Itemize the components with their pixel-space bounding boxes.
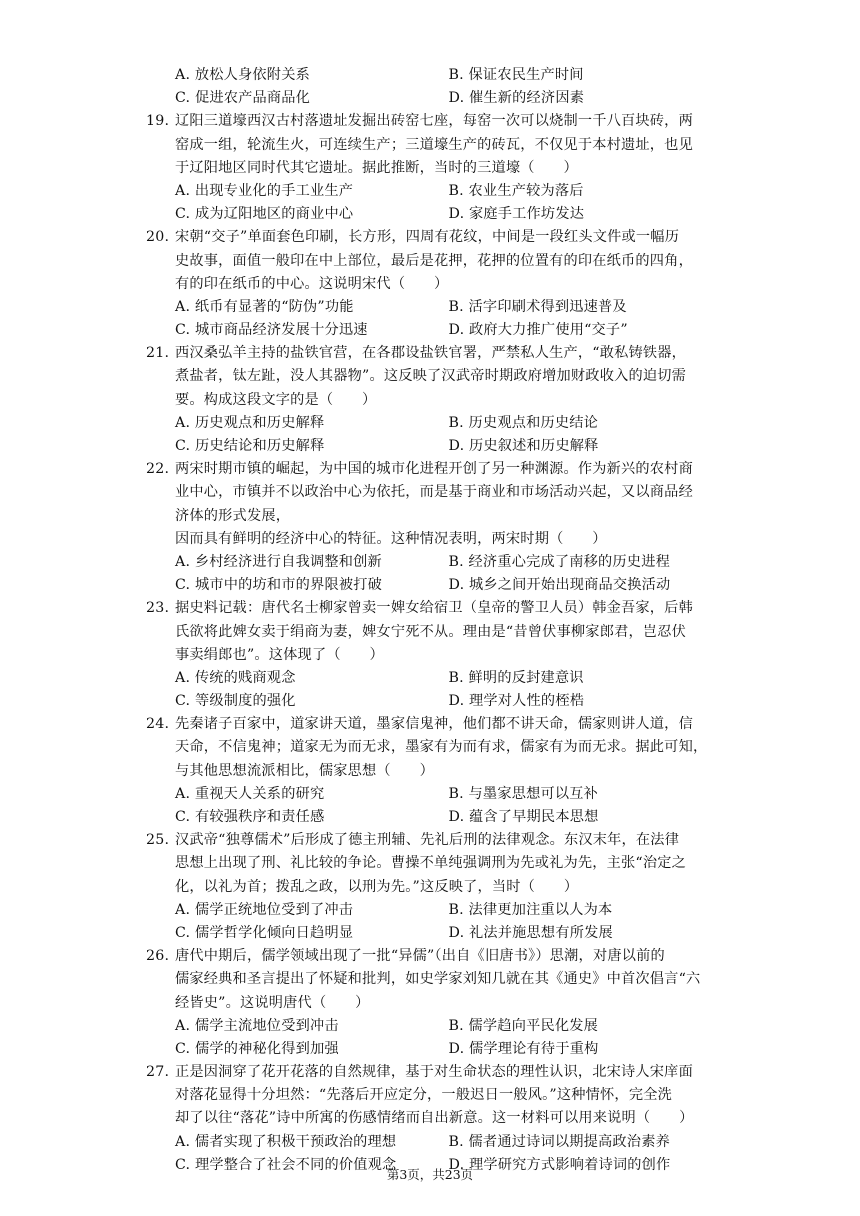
option-item: D. 历史叙述和历史解释 [448, 438, 599, 454]
option-row [146, 574, 722, 597]
option-row [146, 1131, 722, 1154]
option-row [146, 203, 722, 226]
option-row [146, 180, 722, 203]
option-row [146, 1038, 722, 1061]
question-stem-line [146, 505, 722, 528]
question-stem-text: 辽阳三道壕西汉古村落遗址发掘出砖窑七座，每窑一次可以烧制一千八百块砖，两 [175, 113, 693, 130]
question-number: 19. [146, 113, 170, 130]
question-number: 25. [146, 832, 170, 849]
question-stem-line [146, 110, 722, 133]
question-stem-text: 经皆史”。这说明唐代（ ） [175, 994, 370, 1011]
question-stem-text: 于辽阳地区同时代其它遗址。据此推断，当时的三道壕（ ） [175, 159, 578, 176]
question-stem-text: 要。构成这段文字的是（ ） [175, 391, 377, 408]
question-stem-line [146, 458, 722, 481]
option-row [146, 667, 722, 690]
option-item: B. 经济重心完成了南移的历史进程 [448, 553, 670, 570]
option-item: A. 历史观点和历史解释 [175, 414, 325, 431]
option-row [146, 319, 722, 342]
option-item: C. 历史结论和历史解释 [175, 438, 325, 454]
question-number: 20. [146, 229, 170, 246]
question-stem-line [146, 481, 722, 504]
option-item: A. 出现专业化的手工业生产 [175, 182, 354, 199]
option-item: A. 乡村经济进行自我调整和创新 [175, 553, 382, 570]
question-stem-line [146, 621, 722, 644]
option-item: B. 农业生产较为落后 [448, 182, 584, 199]
option-row [146, 435, 722, 458]
question-block [146, 597, 722, 713]
option-item: C. 儒学的神秘化得到加强 [175, 1040, 339, 1057]
question-block [146, 945, 722, 1061]
question-stem-text: 因而具有鲜明的经济中心的特征。这种情况表明，两宋时期（ ） [175, 530, 607, 547]
option-item: A. 重视天人关系的研究 [175, 785, 325, 802]
option-item: D. 家庭手工作坊发达 [448, 206, 585, 223]
question-stem-text: 据史料记载：唐代名士柳家曾卖一婢女给宿卫（皇帝的警卫人员）韩金吾家，后韩 [175, 600, 693, 617]
question-stem-line [146, 992, 722, 1015]
option-row [146, 899, 722, 922]
question-stem-text: 氏欲将此婢女卖于绢商为妻，婢女宁死不从。理由是“昔曾伏事柳家郎君，岂忍伏 [175, 623, 687, 640]
question-block [146, 226, 722, 342]
question-stem-line [146, 968, 722, 991]
option-item: C. 理学整合了社会不同的价值观念 [175, 1156, 397, 1173]
option-item: C. 促进农产品商品化 [175, 90, 311, 107]
option-item: D. 理学对人性的桎梏 [448, 693, 585, 710]
exam-page-content [146, 64, 722, 1177]
option-item: D. 政府大力推广使用“交子” [448, 322, 628, 339]
option-item: A. 儒学主流地位受到冲击 [175, 1017, 339, 1034]
question-stem-text: 宋朝“交子”单面套色印刷，长方形，四周有花纹，中间是一段红头文件或一幅历 [175, 229, 680, 246]
question-stem-line [146, 1084, 722, 1107]
option-item: C. 城市中的坊和市的界限被打破 [175, 577, 383, 594]
question-stem-line [146, 1061, 722, 1084]
question-stem-text: 两宋时期市镇的崛起，为中国的城市化进程开创了另一种渊源。作为新兴的农村商 [175, 461, 693, 478]
question-block [146, 1061, 722, 1177]
option-item: D. 礼法并施思想有所发展 [448, 924, 613, 941]
question-stem-line [146, 1107, 722, 1130]
question-block [146, 110, 722, 226]
question-stem-text: 儒家经典和圣言提出了怀疑和批判，如史学家刘知几就在其《通史》中首次倡言“六 [175, 971, 701, 988]
question-stem-text: 唐代中期后，儒学领域出现了一批“异儒”（出自《旧唐书》）思潮，对唐以前的 [175, 948, 665, 965]
question-stem-text: 正是因洞穿了花开花落的自然规律，基于对生命状态的理性认识，北宋诗人宋庠面 [175, 1064, 693, 1081]
question-stem-text: 天命，不信鬼神；道家无为而无求，墨家有为而有求，儒家有为而无求。据此可知， [175, 739, 708, 756]
question-stem-text: 西汉桑弘羊主持的盐铁官营，在各郡设盐铁官署，严禁私人生产，“敢私铸铁器， [175, 345, 687, 362]
question-stem-text: 窑成一组，轮流生火，可连续生产；三道壕生产的砖瓦，不仅见于本村遗址，也见 [175, 136, 693, 153]
question-stem-line [146, 157, 722, 180]
question-stem-line [146, 644, 722, 667]
question-number: 26. [146, 948, 170, 965]
question-block [146, 342, 722, 458]
question-stem-line [146, 342, 722, 365]
question-stem-text: 事卖绢郎也”。这体现了（ ） [175, 646, 384, 663]
option-item: D. 儒学理论有待于重构 [448, 1040, 599, 1057]
question-stem-line [146, 528, 722, 551]
option-item: B. 历史观点和历史结论 [448, 414, 599, 431]
question-number: 24. [146, 716, 170, 733]
option-row [146, 922, 722, 945]
question-stem-text: 却了以往“落花”诗中所寓的伤感情绪而自出新意。这一材料可以用来说明（ ） [175, 1110, 694, 1127]
question-stem-line [146, 365, 722, 388]
option-item: B. 儒学趋向平民化发展 [448, 1017, 599, 1034]
question-stem-text: 济体的形式发展， [175, 507, 291, 524]
question-stem-line [146, 273, 722, 296]
option-item: A. 儒者实现了积极干预政治的理想 [175, 1133, 397, 1150]
option-row [146, 87, 722, 110]
option-row [146, 806, 722, 829]
option-item: B. 鲜明的反封建意识 [448, 669, 584, 686]
question-stem-text: 化，以礼为首；拨乱之政，以刑为先。”这反映了，当时（ ） [175, 878, 579, 895]
option-item: A. 放松人身依附关系 [175, 67, 310, 83]
question-stem-text: 有的印在纸币的中心。这说明宋代（ ） [175, 275, 449, 292]
option-item: A. 纸币有显著的“防伪”功能 [175, 298, 354, 315]
question-stem-text: 业中心，市镇并不以政治中心为依托，而是基于商业和市场活动兴起，又以商品经 [175, 484, 693, 501]
question-stem-text: 思想上出现了刑、礼比较的争论。曹操不单纯强调刑为先或礼为先，主张“治定之 [175, 855, 687, 872]
option-item: A. 儒学正统地位受到了冲击 [175, 901, 354, 918]
question-stem-text: 汉武帝“独尊儒术”后形成了德主刑辅、先礼后刑的法律观念。东汉末年，在法律 [175, 832, 680, 849]
question-block [146, 713, 722, 829]
option-row [146, 1015, 722, 1038]
question-stem-line [146, 829, 722, 852]
option-item: C. 儒学哲学化倾向日趋明显 [175, 924, 354, 941]
option-row [146, 783, 722, 806]
option-item: B. 活字印刷术得到迅速普及 [448, 298, 627, 315]
question-stem-line [146, 250, 722, 273]
question-block [146, 829, 722, 945]
option-row [146, 296, 722, 319]
question-stem-line [146, 713, 722, 736]
question-stem-text: 对落花显得十分坦然：“先落后开应定分，一般迟日一般风。”这种情怀，完全洗 [175, 1087, 672, 1104]
question-stem-text: 煮盐者，钛左趾，没人其器物”。这反映了汉武帝时期政府增加财政收入的迫切需 [175, 368, 687, 385]
option-item: B. 与墨家思想可以互补 [448, 785, 599, 802]
option-item: C. 成为辽阳地区的商业中心 [175, 206, 354, 223]
question-list [146, 110, 722, 1177]
question-stem-line [146, 760, 722, 783]
option-row [146, 551, 722, 574]
option-item: D. 城乡之间开始出现商品交换活动 [448, 577, 671, 594]
option-item: D. 催生新的经济因素 [448, 90, 585, 107]
option-item: C. 有较强秩序和责任感 [175, 809, 325, 825]
option-item: C. 等级制度的强化 [175, 693, 296, 710]
question-stem-line [146, 389, 722, 412]
option-item: D. 理学研究方式影响着诗词的创作 [448, 1156, 671, 1173]
question-stem-line [146, 597, 722, 620]
option-item: C. 城市商品经济发展十分迅速 [175, 322, 368, 339]
question-number: 22. [146, 461, 170, 478]
option-item: B. 法律更加注重以人为本 [448, 901, 613, 918]
question-stem-line [146, 852, 722, 875]
question-number: 27. [146, 1064, 170, 1081]
question-block [146, 458, 722, 597]
question-stem-line [146, 945, 722, 968]
option-row [146, 412, 722, 435]
question-stem-text: 与其他思想流派相比，儒家思想（ ） [175, 762, 434, 779]
option-item: A. 传统的贱商观念 [175, 669, 296, 686]
question-stem-text: 史故事，面值一般印在中上部位，最后是花押，花押的位置有的印在纸币的四角， [175, 252, 693, 269]
question-number: 21. [146, 345, 170, 362]
question-stem-text: 先秦诸子百家中，道家讲天道，墨家信鬼神，他们都不讲天命，儒家则讲人道，信 [175, 716, 693, 733]
page-footer: 第3页，共23页 [386, 1167, 474, 1182]
question-stem-line [146, 134, 722, 157]
question-stem-line [146, 736, 722, 759]
option-row [146, 64, 722, 87]
option-item: D. 蕴含了早期民本思想 [448, 809, 599, 825]
question-number: 23. [146, 600, 170, 617]
option-item: B. 保证农民生产时间 [448, 67, 584, 83]
question-stem-line [146, 876, 722, 899]
question-stem-line [146, 226, 722, 249]
option-item: B. 儒者通过诗词以期提高政治素养 [448, 1133, 670, 1150]
option-row [146, 690, 722, 713]
